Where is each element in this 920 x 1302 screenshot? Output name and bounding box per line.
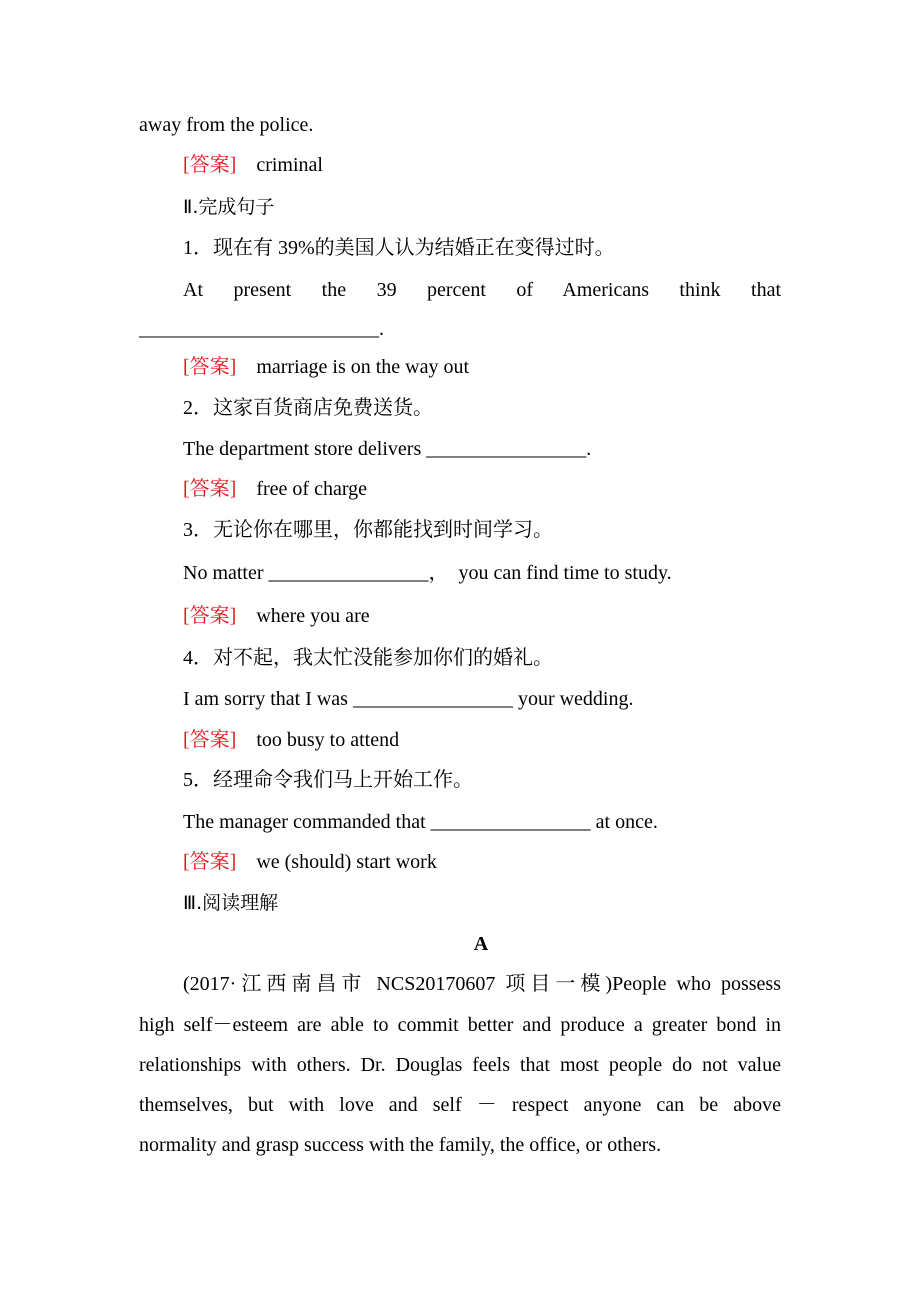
passage-title: A bbox=[473, 933, 489, 955]
text-line: away from the police. bbox=[139, 114, 314, 136]
passage-line: (2017·江西南昌市 NCS20170607 项目一模)People who possess bbox=[183, 973, 781, 995]
answer-tag: [答案] bbox=[183, 356, 237, 378]
passage-line: high self－esteem are able to commit better and produce a greater bond in bbox=[139, 1014, 781, 1036]
answer-line bbox=[183, 849, 437, 875]
answer-line bbox=[183, 152, 323, 178]
answer-tag: [答案] bbox=[183, 729, 237, 751]
question-en: I am sorry that I was ________________ your wedding. bbox=[183, 688, 634, 710]
answer-text: criminal bbox=[256, 154, 323, 176]
answer-text: we (should) start work bbox=[256, 851, 437, 873]
question-en: The manager commanded that ________________ at once. bbox=[183, 811, 658, 833]
answer-tag: [答案] bbox=[183, 605, 237, 627]
question-cn: 3．无论你在哪里，你都能找到时间学习。 bbox=[183, 519, 553, 541]
answer-text: free of charge bbox=[256, 478, 367, 500]
question-cn: 2．这家百货商店免费送货。 bbox=[183, 397, 433, 419]
answer-text: where you are bbox=[256, 605, 370, 627]
question-cn: 1．现在有 39%的美国人认为结婚正在变得过时。 bbox=[183, 237, 615, 259]
question-en: No matter ________________， you can find time to study. bbox=[183, 562, 672, 584]
question-en: At present the 39 percent of Americans think that bbox=[183, 279, 781, 301]
section-heading: Ⅱ.完成句子 bbox=[183, 196, 275, 218]
question-cn: 4．对不起，我太忙没能参加你们的婚礼。 bbox=[183, 647, 553, 669]
passage-line: normality and grasp success with the family, the office, or others. bbox=[139, 1134, 662, 1156]
answer-tag: [答案] bbox=[183, 478, 237, 500]
answer-tag: [答案] bbox=[183, 851, 237, 873]
answer-line bbox=[183, 476, 367, 502]
question-cn: 5．经理命令我们马上开始工作。 bbox=[183, 769, 473, 791]
answer-line bbox=[183, 354, 469, 380]
passage-line: themselves, but with love and self － respect anyone can be above bbox=[139, 1094, 781, 1116]
passage-line: relationships with others. Dr. Douglas feels that most people do not value bbox=[139, 1054, 781, 1076]
answer-text: marriage is on the way out bbox=[256, 356, 470, 378]
question-en: The department store delivers ________________. bbox=[183, 438, 592, 460]
blank-line: ________________________. bbox=[139, 318, 384, 340]
section-heading: Ⅲ.阅读理解 bbox=[183, 892, 279, 914]
answer-line bbox=[183, 727, 399, 753]
answer-tag: [答案] bbox=[183, 154, 237, 176]
answer-line bbox=[183, 603, 370, 629]
answer-text: too busy to attend bbox=[256, 729, 400, 751]
